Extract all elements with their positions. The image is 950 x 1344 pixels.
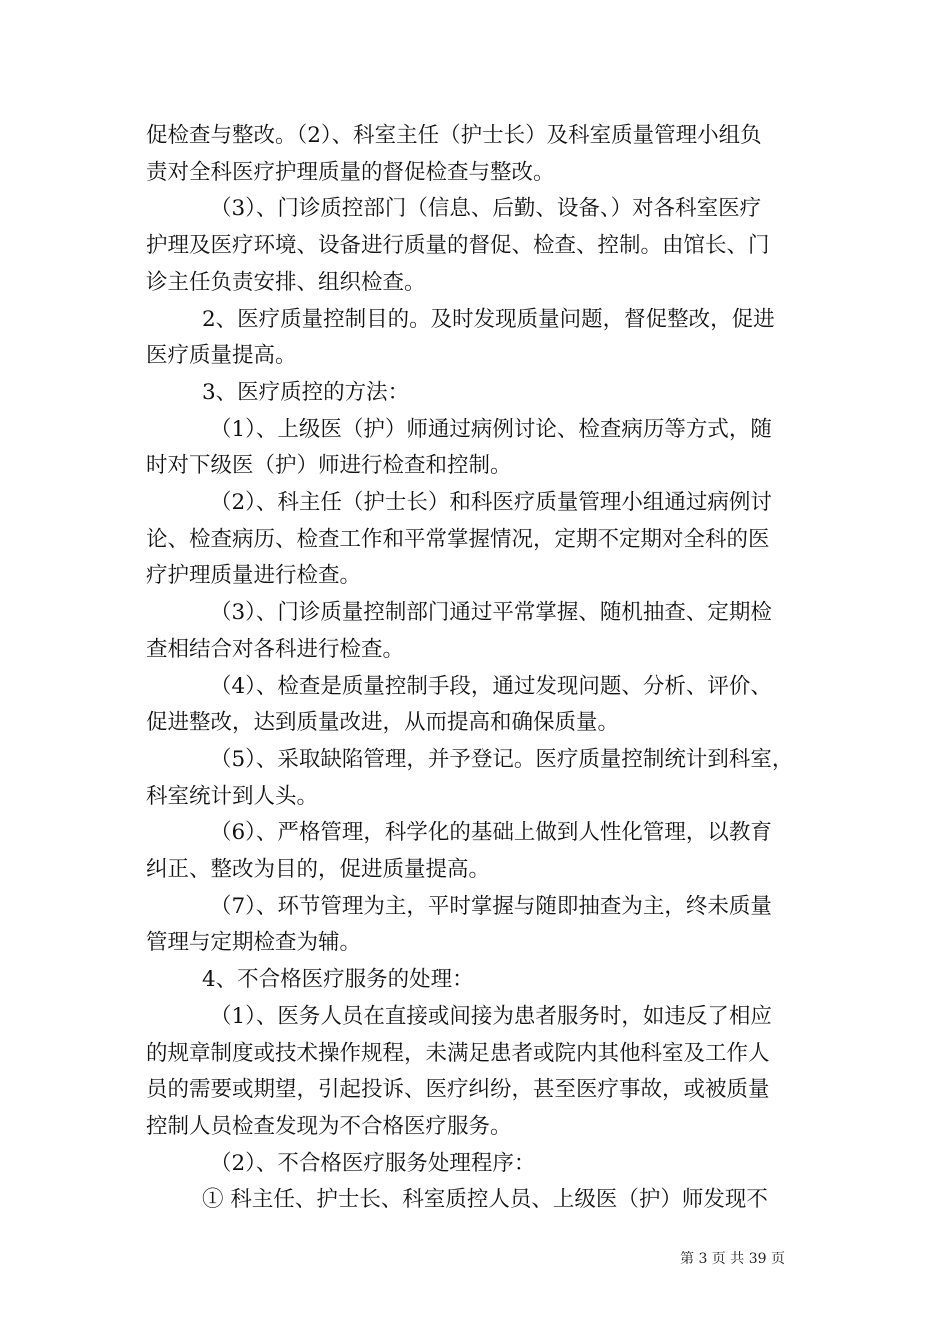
text-line: （1）、上级医（护）师通过病例讨论、检查病历等方式，随 xyxy=(210,416,772,442)
text-line: （1）、医务人员在直接或间接为患者服务时，如违反了相应 xyxy=(210,1003,772,1029)
text-line: 论、检查病历、检查工作和平常掌握情况，定期不定期对全科的医 xyxy=(146,526,770,552)
text-line: 科室统计到人头。 xyxy=(146,783,319,809)
text-line: 纠正、整改为目的，促进质量提高。 xyxy=(146,857,491,883)
text-line: 员的需要或期望，引起投诉、医疗纠纷，甚至医疗事故，或被质量 xyxy=(146,1077,770,1103)
text-line: 控制人员检查发现为不合格医疗服务。 xyxy=(146,1113,512,1139)
text-line: （2）、科主任（护士长）和科医疗质量管理小组通过病例讨 xyxy=(210,490,772,516)
text-line: 促检查与整改。（2）、科室主任（护士长）及科室质量管理小组负 xyxy=(146,123,762,148)
text-line: 医疗质量提高。 xyxy=(146,343,297,369)
text-line: （3）、门诊质量控制部门通过平常掌握、随机抽查、定期检 xyxy=(210,600,772,626)
text-line: （6）、严格管理，科学化的基础上做到人性化管理，以教育 xyxy=(210,820,772,846)
document-body xyxy=(146,118,826,1219)
text-line: 3、医疗质控的方法： xyxy=(202,379,410,405)
text-line: 时对下级医（护）师进行检查和控制。 xyxy=(146,453,512,479)
text-line: 2、医疗质量控制目的。及时发现质量问题，督促整改，促进 xyxy=(202,306,775,332)
text-line: 4、不合格医疗服务的处理： xyxy=(202,967,474,993)
text-line: ① 科主任、护士长、科室质控人员、上级医（护）师发现不 xyxy=(202,1187,768,1213)
text-line: 管理与定期检查为辅。 xyxy=(146,930,362,956)
text-line: 疗护理质量进行检查。 xyxy=(146,563,362,589)
text-line: （4）、检查是质量控制手段，通过发现问题、分析、评价、 xyxy=(210,673,772,699)
text-line: 责对全科医疗护理质量的督促检查与整改。 xyxy=(146,159,555,185)
text-line: 查相结合对各科进行检查。 xyxy=(146,636,405,662)
text-line: （5）、采取缺陷管理，并予登记。医疗质量控制统计到科室， xyxy=(210,746,794,772)
text-line: 的规章制度或技术操作规程，未满足患者或院内其他科室及工作人 xyxy=(146,1040,770,1066)
page-number-footer: 第 3 页 共 39 页 xyxy=(680,1251,785,1267)
text-line: 诊主任负责安排、组织检查。 xyxy=(146,269,426,295)
text-line: （2）、不合格医疗服务处理程序： xyxy=(210,1150,536,1176)
text-line: 促进整改，达到质量改进，从而提高和确保质量。 xyxy=(146,710,620,736)
text-line: （3）、门诊质控部门（信息、后勤、设备、）对各科室医疗 xyxy=(210,196,762,222)
text-line: 护理及医疗环境、设备进行质量的督促、检查、控制。由馆长、门 xyxy=(146,233,770,259)
text-line: （7）、环节管理为主，平时掌握与随即抽查为主，终未质量 xyxy=(210,893,772,919)
